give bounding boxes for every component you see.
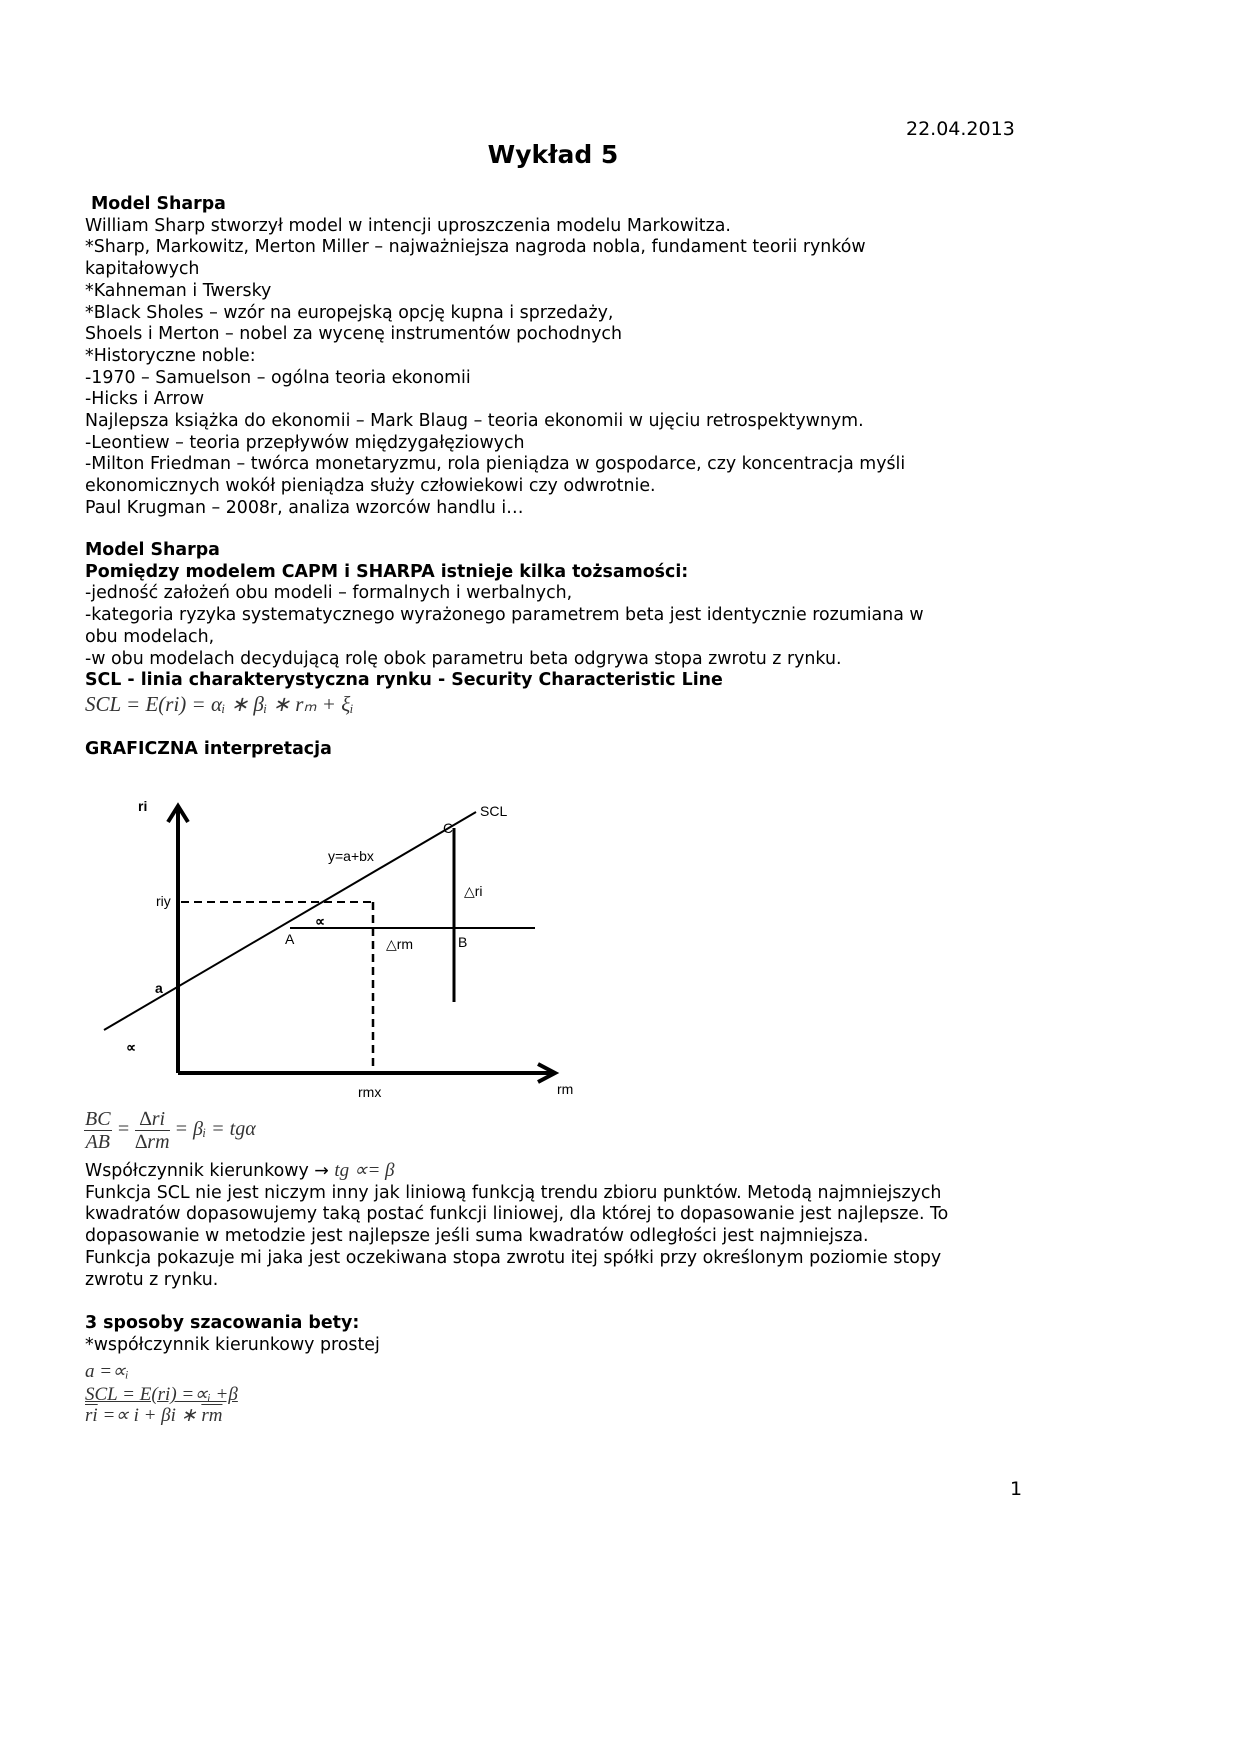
text-line: ekonomicznych wokół pieniądza służy człowiekowi czy odwrotnie. bbox=[85, 476, 656, 497]
formula-part: $\overline{ri}$ bbox=[85, 1405, 98, 1427]
text-line: William Sharp stworzył model w intencji uproszczenia modelu Markowitza. bbox=[85, 215, 731, 236]
section-heading: Model Sharpa bbox=[85, 540, 220, 560]
text-line: -Leontiew – teoria przepływów międzygałęziowych bbox=[85, 432, 525, 453]
section-beta-methods bbox=[85, 1313, 380, 1426]
section-subheading: Pomiędzy modelem CAPM i SHARPA istnieje kilka tożsamości: bbox=[85, 561, 689, 582]
label-rm: rm bbox=[557, 1081, 574, 1097]
formula-part: $\overline{rm}$ bbox=[201, 1405, 223, 1427]
section-heading: 3 sposoby szacowania bety: bbox=[85, 1313, 360, 1333]
text-line: -kategoria ryzyka systematycznego wyrażonego parametrem beta jest identycznie rozumiana w bbox=[85, 605, 924, 626]
scl-formula: SCL = E(ri) = αᵢ ∗ βᵢ ∗ rₘ + ξᵢ bbox=[85, 691, 354, 716]
text-line: Shoels i Merton – nobel za wycenę instrumentów pochodnych bbox=[85, 324, 622, 345]
formula-line: a =∝ᵢ bbox=[85, 1361, 129, 1383]
label-ri: ri bbox=[138, 798, 148, 814]
label-riy: riy bbox=[156, 893, 171, 909]
text-line: Funkcja SCL nie jest niczym inny jak liniową funkcją trendu zbioru punktów. Metodą najmniejszych bbox=[85, 1182, 942, 1203]
text-line: *Black Sholes – wzór na europejską opcję kupna i sprzedaży, bbox=[85, 302, 614, 323]
label-b: B bbox=[458, 934, 468, 950]
label-equation: y=a+bx bbox=[328, 848, 374, 864]
section-heading: Model Sharpa bbox=[91, 194, 226, 214]
text-line: -1970 – Samuelson – ogólna teoria ekonomii bbox=[85, 367, 471, 388]
text-line: *współczynnik kierunkowy prostej bbox=[85, 1334, 380, 1355]
text-line: Paul Krugman – 2008r, analiza wzorców handlu i… bbox=[85, 497, 524, 518]
text-line: *Sharp, Markowitz, Merton Miller – najważniejsza nagroda nobla, fundament teorii rynków bbox=[85, 237, 866, 258]
graphic-heading: GRAFICZNA interpretacja bbox=[85, 739, 332, 759]
text-line: *Kahneman i Twersky bbox=[85, 280, 272, 301]
section-interpretation bbox=[85, 1160, 948, 1291]
fraction-rest: = βᵢ = tgα bbox=[174, 1118, 256, 1141]
label-c: C bbox=[443, 820, 454, 836]
formula-part: =∝ i + βi ∗ bbox=[97, 1405, 202, 1427]
label-delta-rm: △rm bbox=[386, 936, 414, 952]
text-line: obu modelach, bbox=[85, 626, 215, 647]
text-line: kapitałowych bbox=[85, 259, 200, 280]
label-scl: SCL bbox=[480, 803, 508, 819]
text-line: zwrotu z rynku. bbox=[85, 1269, 219, 1290]
label-a-point: A bbox=[285, 931, 295, 947]
scl-line bbox=[104, 812, 476, 1030]
label-delta-ri: △ri bbox=[464, 883, 483, 899]
text-line: -jedność założeń obu modeli – formalnych i werbalnych, bbox=[85, 583, 573, 604]
fraction-denominator: AB bbox=[85, 1131, 110, 1153]
text-line: dopasowanie w metodzie jest najlepsze jeśli suma kwadratów odległości jest najmniejsza. bbox=[85, 1226, 869, 1247]
coef-formula: tg ∝= β bbox=[334, 1160, 395, 1181]
formula-line bbox=[85, 1406, 380, 1426]
formula-line: SCL = E(ri) =∝ᵢ +β bbox=[85, 1384, 238, 1406]
label-rmx: rmx bbox=[358, 1084, 382, 1100]
label-alpha-2: ∝ bbox=[126, 1039, 137, 1055]
text-line: -Hicks i Arrow bbox=[85, 389, 205, 410]
scl-heading: SCL - linia charakterystyczna rynku - Security Characteristic Line bbox=[85, 670, 723, 691]
page-title: Wykład 5 bbox=[487, 140, 619, 169]
coef-label: Współczynnik kierunkowy → bbox=[85, 1161, 329, 1181]
label-alpha: ∝ bbox=[315, 913, 326, 929]
date: 22.04.2013 bbox=[906, 118, 1015, 140]
text-line: -Milton Friedman – twórca monetaryzmu, rola pieniądza w gospodarce, czy koncentracja myśli bbox=[85, 454, 906, 475]
fraction-denominator: ∆rm bbox=[135, 1131, 170, 1153]
text-line: -w obu modelach decydującą rolę obok parametru beta odgrywa stopa zwrotu z rynku. bbox=[85, 648, 842, 669]
text-line: Funkcja pokazuje mi jaka jest oczekiwana stopa zwrotu itej spółki przy określonym poziomie stopy bbox=[85, 1247, 942, 1268]
page-number: 1 bbox=[1010, 1478, 1023, 1500]
text-line: Najlepsza książka do ekonomii – Mark Blaug – teoria ekonomii w ujęciu retrospektywnym. bbox=[85, 411, 864, 432]
text-line: *Historyczne noble: bbox=[85, 345, 256, 366]
text-line: kwadratów dopasowujemy taką postać funkcji liniowej, dla której to dopasowanie jest najlepsze. To bbox=[85, 1204, 949, 1225]
label-intercept: a bbox=[155, 980, 163, 996]
fraction-numerator: ∆ri bbox=[135, 1108, 169, 1131]
fraction-numerator: BC bbox=[85, 1108, 111, 1130]
beta-fraction-formula: $\frac{BC}{AB}$ = $\frac{\Delta ri}{\Delta rm}$ = βᵢ = tgα bbox=[85, 1108, 256, 1153]
